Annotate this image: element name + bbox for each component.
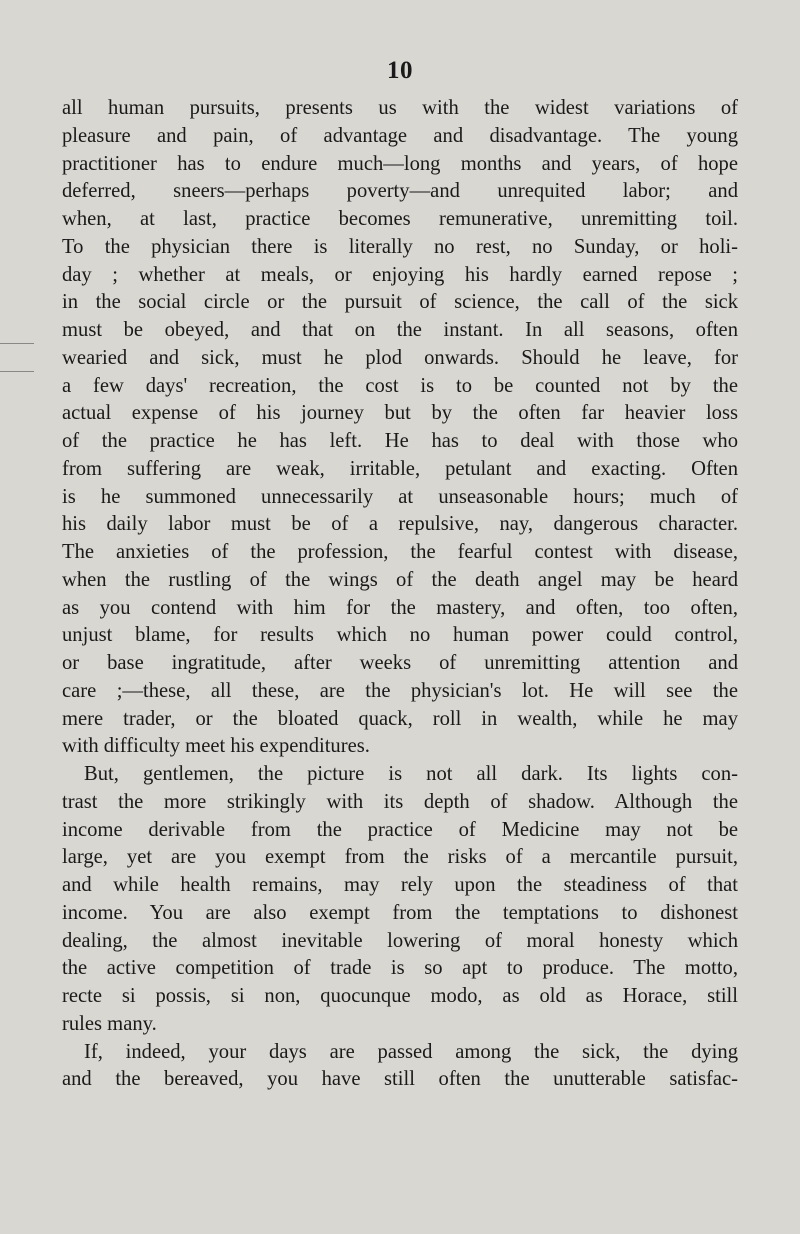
margin-mark [0,343,34,344]
margin-mark [0,371,34,372]
text-line: the active competition of trade is so apt to produce. The motto, [62,957,738,980]
body-text [62,95,738,1094]
text-line: and the bereaved, you have still often the unutterable satisfac- [62,1068,738,1091]
text-line: with difficulty meet his expenditures. [62,735,370,758]
text-line: his daily labor must be of a repulsive, nay, dangerous character. [62,513,738,536]
text-line: To the physician there is literally no rest, no Sunday, or holi- [62,235,738,258]
text-line: dealing, the almost inevitable lowering of moral honesty which [62,929,738,952]
text-line: or base ingratitude, after weeks of unremitting attention and [62,652,738,674]
text-line: mere trader, or the bloated quack, roll in wealth, while he may [62,707,738,730]
text-line: from suffering are weak, irritable, petulant and exacting. Often [62,457,738,480]
text-line: must be obeyed, and that on the instant. In all seasons, often [62,319,738,341]
text-line: all human pursuits, presents us with the widest variations of [62,97,738,119]
text-line: trast the more strikingly with its depth of shadow. Although the [62,790,738,813]
text-line: as you contend with him for the mastery, and often, too often, [62,596,738,619]
text-line: care ;—these, all these, are the physician's lot. He will see the [62,679,738,702]
text-line: recte si possis, si non, quocunque modo, as old as Horace, still [62,985,738,1007]
text-line: But, gentlemen, the picture is not all dark. Its lights con- [84,763,738,785]
text-line: when the rustling of the wings of the death angel may be heard [62,568,738,591]
text-line: The anxieties of the profession, the fearful contest with disease, [62,541,738,563]
text-line: If, indeed, your days are passed among the sick, the dying [84,1040,738,1063]
text-line: pleasure and pain, of advantage and disadvantage. The young [62,124,738,147]
text-line: and while health remains, may rely upon the steadiness of that [62,874,738,896]
text-line: unjust blame, for results which no human power could control, [62,624,738,647]
text-line: wearied and sick, must he plod onwards. Should he leave, for [62,346,738,369]
text-line: large, yet are you exempt from the risks of a mercantile pursuit, [62,846,738,869]
text-line: income derivable from the practice of Medicine may not be [62,818,738,841]
text-line: income. You are also exempt from the temptations to dishonest [62,901,738,924]
text-line: rules many. [62,1012,157,1035]
text-line: in the social circle or the pursuit of science, the call of the sick [62,291,738,314]
text-line: of the practice he has left. He has to deal with those who [62,430,738,452]
page-number: 10 [387,57,413,84]
text-line: deferred, sneers—perhaps poverty—and unrequited labor; and [62,180,738,203]
text-line: practitioner has to endure much—long months and years, of hope [62,152,738,175]
text-line: actual expense of his journey but by the often far heavier loss [62,402,738,425]
text-line: day ; whether at meals, or enjoying his hardly earned repose ; [62,263,738,286]
text-line: a few days' recreation, the cost is to be counted not by the [62,374,738,397]
text-line: when, at last, practice becomes remunerative, unremitting toil. [62,208,738,230]
text-line: is he summoned unnecessarily at unseasonable hours; much of [62,485,738,508]
